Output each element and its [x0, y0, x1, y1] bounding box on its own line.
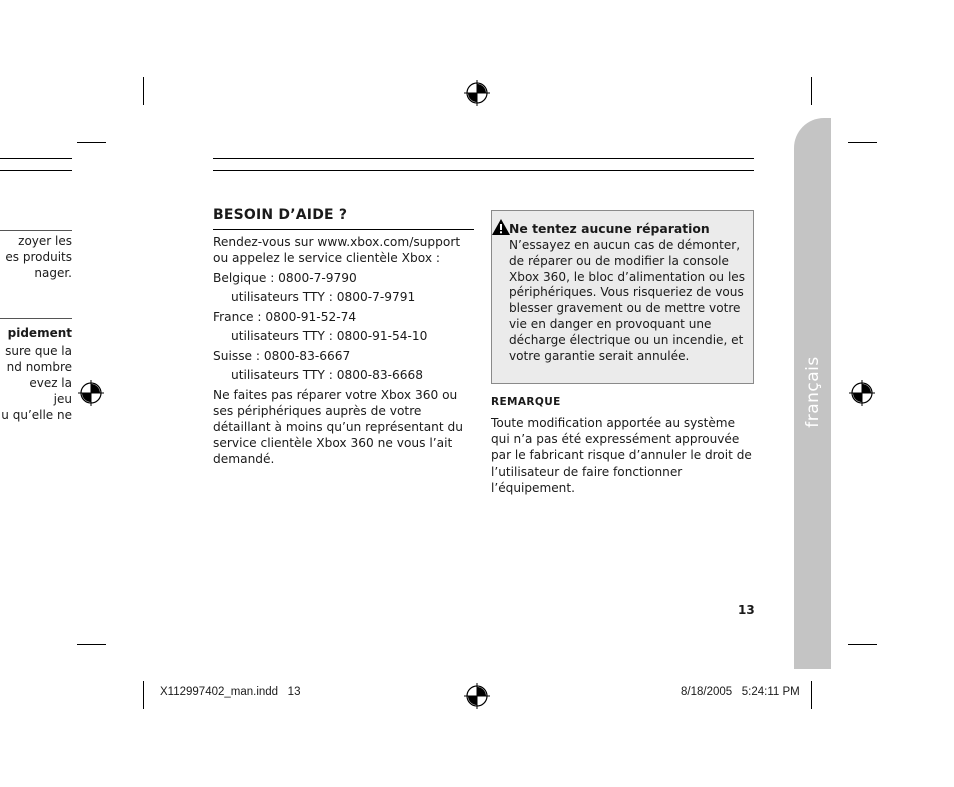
- left-page-line: nd nombre: [6, 360, 72, 374]
- crop-mark-right-bottom: [848, 644, 877, 645]
- crop-mark-bottom-left: [143, 681, 144, 709]
- phone-france-tty: utilisateurs TTY : 0800-91-54-10: [231, 329, 428, 343]
- repair-note: Ne faites pas réparer votre Xbox 360 ou ses périphériques auprès de votre détaillant à moins qu’un représentant du service clientèle Xbox 360 ne vous l’ait demandé.: [213, 387, 464, 466]
- left-page-text-b: [0, 325, 72, 423]
- left-page-rule-3: [0, 230, 72, 231]
- left-page-subheading: pidement: [7, 326, 72, 340]
- left-page-text-a: [0, 233, 72, 281]
- left-page-line: es produits: [5, 250, 72, 264]
- left-page-line: evez la: [29, 376, 72, 390]
- crop-mark-right-top: [848, 142, 877, 143]
- remark-title: REMARQUE: [491, 396, 561, 408]
- language-tab-label: français: [803, 356, 823, 428]
- left-page-rule-1: [0, 158, 72, 159]
- help-heading: BESOIN D’AIDE ?: [213, 207, 348, 223]
- registration-mark-right-icon: [849, 380, 875, 406]
- phone-belgium: Belgique : 0800-7-9790: [213, 270, 357, 285]
- warning-body: N’essayez en aucun cas de démonter, de réparer ou de modifier la console Xbox 360, le bloc d’alimentation ou les périphériques. Vous risqueriez de vous blesser gravement ou de mettre votre vie en danger en provoquant une décharge électrique ou un incendie, et votre garantie serait annulée.: [509, 238, 746, 363]
- page-number: 13: [738, 603, 755, 617]
- footer-file-name: X112997402_man.indd 13: [160, 686, 301, 698]
- left-page-rule-2: [0, 170, 72, 171]
- warning-triangle-icon: [491, 218, 511, 236]
- footer-timestamp: 8/18/2005 5:24:11 PM: [681, 686, 800, 698]
- help-column: [213, 234, 475, 467]
- crop-mark-left-bottom: [77, 644, 106, 645]
- help-heading-rule: [213, 229, 474, 230]
- phone-france: France : 0800-91-52-74: [213, 309, 357, 324]
- remark-body: Toute modification apportée au système qui n’a pas été expressément approuvée par le fabricant risque d’annuler le droit de l’utilisateur de faire fonctionner l’équipement.: [491, 416, 752, 495]
- header-rule-2: [213, 170, 754, 171]
- help-intro: Rendez-vous sur www.xbox.com/support ou appelez le service clientèle Xbox :: [213, 235, 461, 265]
- left-page-line: nager.: [34, 266, 72, 280]
- crop-mark-bottom-right: [811, 681, 812, 709]
- registration-mark-bottom-icon: [464, 683, 490, 709]
- left-page-rule-4: [0, 318, 72, 319]
- crop-mark-top-right: [811, 77, 812, 105]
- registration-mark-left-icon: [78, 380, 104, 406]
- phone-switzerland: Suisse : 0800-83-6667: [213, 348, 351, 363]
- crop-mark-left-top: [77, 142, 106, 143]
- left-page-line: u qu’elle ne: [1, 408, 72, 422]
- phone-switzerland-tty: utilisateurs TTY : 0800-83-6668: [231, 368, 424, 382]
- registration-mark-top-icon: [464, 80, 490, 106]
- left-page-line: sure que la: [5, 344, 72, 358]
- left-page-line: zoyer les: [18, 234, 72, 248]
- warning-title: Ne tentez aucune réparation: [509, 221, 710, 236]
- phone-belgium-tty: utilisateurs TTY : 0800-7-9791: [231, 290, 416, 304]
- left-page-line: jeu: [53, 392, 72, 406]
- crop-mark-top-left: [143, 77, 144, 105]
- header-rule-1: [213, 158, 754, 159]
